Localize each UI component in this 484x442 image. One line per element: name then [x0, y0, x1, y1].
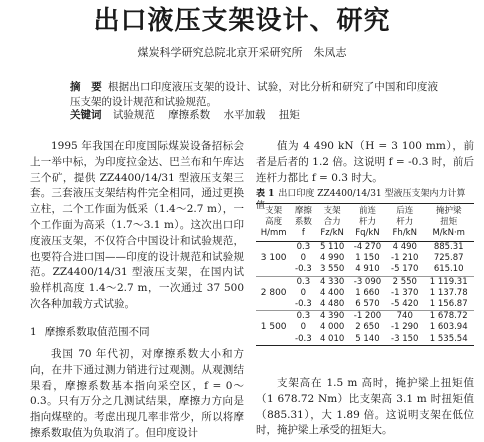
- table-cell-fq: 4 910: [349, 264, 386, 276]
- left-column-text-2: [30, 347, 244, 442]
- table-cell-fq: 1 660: [355, 287, 380, 298]
- right-column-text: [256, 139, 474, 186]
- body-paragraph: 1995 年我国在印度国际煤炭设备招标会上一举中标，为印度拉金达、巴兰布和午库达三个矿，提供 ZZ4400/14/31 型液压支架三套。三套液压支架结构件完全相同，通过更换立柱，二个工作面为低采（1.4～2.7 m），一个工作面为高采（1.7～3.1 m）。这次出口印度液压支架，不仅符合中国设计和试验规范，也要符合进口国——印度的设计规范和试验规范。ZZ4400/14/31 型液压支架，在国内试验样机高度 1.4～2.7 m，一次通过 37 500 次各种加载方式试验。: [30, 140, 244, 310]
- section-heading: [30, 325, 244, 339]
- force-table: [256, 203, 474, 346]
- table-body: [256, 242, 474, 346]
- table-row: [256, 276, 474, 288]
- height-cell: 1 500: [256, 311, 291, 346]
- keywords-label: 关键词: [70, 109, 102, 121]
- abstract-text: 根据出口印度液压支架的设计、试验，对比分析和研究了中国和印度液压支架的设计规范和试验规范。: [70, 81, 439, 108]
- table-cell-fh: -3 150: [386, 334, 423, 346]
- table-cell-fh: 2 550: [392, 276, 417, 287]
- table-header-cell: 摩擦 系数 f: [294, 206, 312, 238]
- table-cell-f: 0.3: [296, 276, 311, 287]
- table-cell-m: 885.31: [433, 242, 464, 253]
- table-cell-fz: 3 550: [315, 264, 348, 276]
- table-header-cell: 前连 杆力 Fq/kN: [355, 206, 380, 238]
- table-cell-m: 725.87: [433, 253, 464, 264]
- table-cell-fz: 4 330: [319, 276, 345, 287]
- table-cell-fq: 2 650: [355, 322, 380, 333]
- keyword: 扭矩: [278, 109, 300, 121]
- table-cell-m: 1 119.31: [429, 276, 468, 287]
- table-cell-fq: -3 090: [353, 276, 382, 287]
- table-cell-m: 1 535.54: [423, 334, 474, 346]
- table-header-cell: 掩护梁 扭矩 M/kN·m: [432, 206, 465, 238]
- table-cell-fz: 4 990: [319, 253, 345, 264]
- body-paragraph: 值为 4 490 kN（H = 3 100 mm），前者是后者的 1.2 倍。这说明 f = -0.3 时，前后连杆力都比 f = 0.3 时大。: [256, 140, 474, 184]
- table-cell-m: 1 603.94: [429, 322, 468, 333]
- keywords: [70, 108, 438, 122]
- table-cell-fh: -1 210: [391, 253, 419, 264]
- table-cell-fh: -5 170: [386, 264, 423, 276]
- table-cell-f: 0: [300, 322, 307, 333]
- body-paragraph: 支架高在 1.5 m 高时，掩护梁上扭矩值（1 678.72 Nm）比支架高 3.1 m 时扭矩值（885.31），大 1.89 倍。这说明支架在低位时，掩护梁上承受的扭矩大。: [256, 377, 474, 437]
- height-cell: 3 100: [256, 242, 291, 277]
- table-cell-f: 0: [300, 287, 307, 298]
- table-cell-f: -0.3: [291, 299, 315, 311]
- table-cell-fq: 1 150: [355, 253, 380, 264]
- abstract: [70, 80, 438, 110]
- table-cell-fq: -4 270: [353, 242, 382, 253]
- keyword: 摩擦系数: [168, 109, 211, 121]
- table-row: [256, 311, 474, 323]
- table-header-cell: 支架 合力 Fz/kN: [320, 206, 344, 238]
- table-cell-fz: 4 010: [315, 334, 348, 346]
- table-cell-f: -0.3: [291, 264, 315, 276]
- table-cell-m: 1 137.78: [429, 287, 468, 298]
- table-cell-f: 0: [300, 253, 307, 264]
- paper-title: 出口液压支架设计、研究: [93, 6, 391, 36]
- table-cell-fz: 4 400: [319, 287, 345, 298]
- table-row: [256, 242, 474, 254]
- table-cell-fh: 740: [396, 311, 413, 322]
- table-cell-f: 0.3: [296, 242, 311, 253]
- body-paragraph: 我国 70 年代初，对摩擦系数大小和方向，在井下通过测力销进行过观测。从观测结果看，摩擦系数基本指向采空区，f = 0～0.3。只有万分之几测试结果，摩擦力方向是指向煤壁的。考虑出现几率非常少，所以将摩擦系数取值为负取消了。但印度设计: [30, 348, 244, 439]
- table-header-cell: 后连 杆力 Fh/kN: [392, 206, 417, 238]
- table-cell-fz: 4 000: [319, 322, 345, 333]
- table-cell-m: 1 156.87: [423, 299, 474, 311]
- table-header-cell: 支架 高度 H/mm: [260, 206, 287, 238]
- table-cell-fq: 5 140: [349, 334, 386, 346]
- section-number: 1: [30, 326, 37, 338]
- abstract-label: 摘 要: [70, 81, 102, 93]
- left-column-text: [30, 139, 244, 313]
- table-cell-m: 1 678.72: [429, 311, 468, 322]
- table-cell-fz: 4 480: [315, 299, 348, 311]
- keyword: 试验规范: [112, 109, 155, 121]
- table-cell-fh: -5 420: [386, 299, 423, 311]
- table-cell-fz: 4 390: [319, 311, 345, 322]
- section-title: 摩擦系数取值范围不同: [44, 326, 150, 338]
- right-column-text-2: [256, 376, 474, 439]
- table-cell-f: -0.3: [291, 334, 315, 346]
- table-cell-fh: 4 490: [392, 242, 417, 253]
- table-cell-fh: -1 370: [391, 287, 419, 298]
- table-cell-m: 615.10: [423, 264, 474, 276]
- table-cell-fq: -1 200: [353, 311, 382, 322]
- keyword: 水平加载: [223, 109, 266, 121]
- table-cell-fq: 6 570: [349, 299, 386, 311]
- table-number: 表 1: [256, 189, 275, 199]
- table-cell-fh: -1 290: [391, 322, 419, 333]
- table-header-row: [256, 204, 474, 242]
- height-cell: 2 800: [256, 276, 291, 311]
- table-cell-f: 0.3: [296, 311, 311, 322]
- table-cell-fz: 5 110: [319, 242, 345, 253]
- table-title: 出口印度 ZZ4400/14/31 型液压支架内力计算值: [256, 189, 466, 211]
- author-line: 煤炭科学研究总院北京开采研究所 朱凤志: [137, 46, 347, 59]
